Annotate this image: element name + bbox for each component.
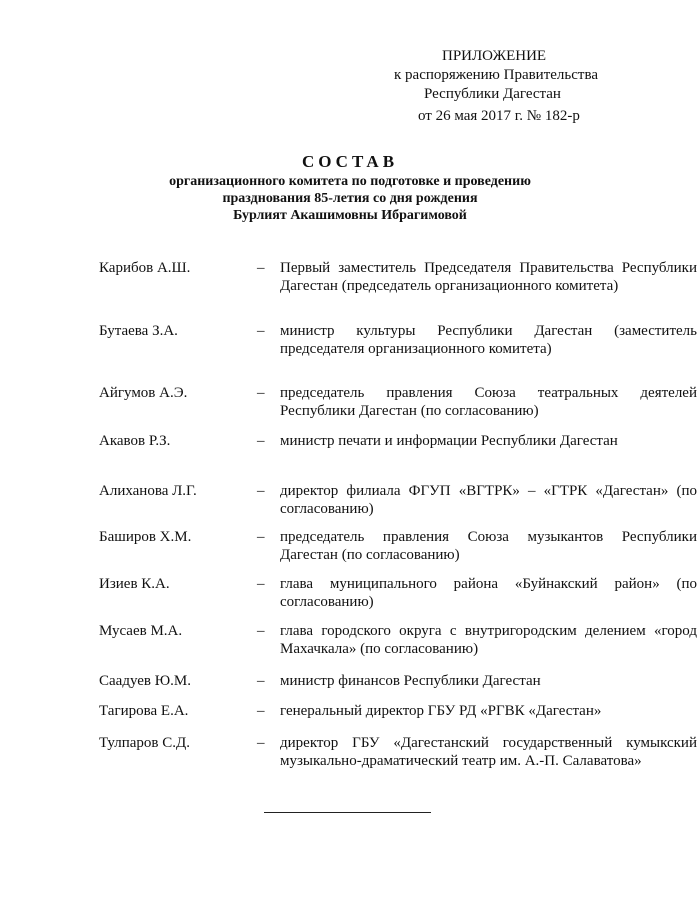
member-role: директор филиала ФГУП «ВГТРК» – «ГТРК «Дагестан» (по согласованию) [280,483,697,517]
member-role: глава муниципального района «Буйнакский район» (по согласованию) [280,576,697,610]
member-dash: – [257,673,265,689]
member-role: министр финансов Республики Дагестан [280,673,541,689]
member-name: Карибов А.Ш. [99,260,191,276]
member-role: председатель правления Союза музыкантов Республики Дагестан (по согласованию) [280,529,697,563]
member-name: Баширов Х.М. [99,529,192,545]
member-role: генеральный директор ГБУ РД «РГВК «Дагестан» [280,703,602,719]
member-dash: – [257,385,265,401]
document-title: СОСТАВ [301,152,399,171]
member-name: Мусаев М.А. [99,623,183,639]
member-dash: – [257,483,265,499]
member-dash: – [257,576,265,592]
member-role: Первый заместитель Председателя Правительства Республики Дагестан (председатель организационного комитета) [280,260,697,294]
member-role: глава городского округа с внутригородским делением «город Махачкала» (по согласованию) [280,623,697,657]
member-name: Тагирова Е.А. [99,703,189,719]
member-name: Акавов Р.З. [99,433,171,449]
member-name: Изиев К.А. [99,576,170,592]
title-line-1: организационного комитета по подготовке и проведению [169,174,531,189]
closing-separator-line [264,812,431,813]
member-dash: – [257,260,265,276]
member-role: министр культуры Республики Дагестан (заместитель председателя организационного комитета) [280,323,697,357]
appendix-line-1: к распоряжению Правительства [394,67,599,83]
member-role: министр печати и информации Республики Дагестан [280,433,618,449]
member-name: Айгумов А.Э. [99,385,188,401]
member-role: директор ГБУ «Дагестанский государственный кумыкский музыкально-драматический театр им. А.-П. Салаватова» [280,735,697,769]
member-name: Алиханова Л.Г. [99,483,197,499]
member-name: Бутаева З.А. [99,323,178,339]
member-dash: – [257,529,265,545]
member-dash: – [257,735,265,751]
document-title-block [60,151,640,224]
member-name: Тулпаров С.Д. [99,735,190,751]
member-name: Саадуев Ю.М. [99,673,191,689]
title-line-3: Бурлият Акашимовны Ибрагимовой [233,208,467,223]
member-dash: – [257,323,265,339]
appendix-line-2: Республики Дагестан [424,86,561,102]
member-dash: – [257,703,265,719]
member-dash: – [257,623,265,639]
member-role: председатель правления Союза театральных деятелей Республики Дагестан (по согласованию) [280,385,697,419]
appendix-heading: ПРИЛОЖЕНИЕ [442,48,547,64]
member-dash: – [257,433,265,449]
appendix-date-line: от 26 мая 2017 г. № 182-р [418,108,580,124]
title-line-2: празднования 85-летия со дня рождения [222,191,478,206]
